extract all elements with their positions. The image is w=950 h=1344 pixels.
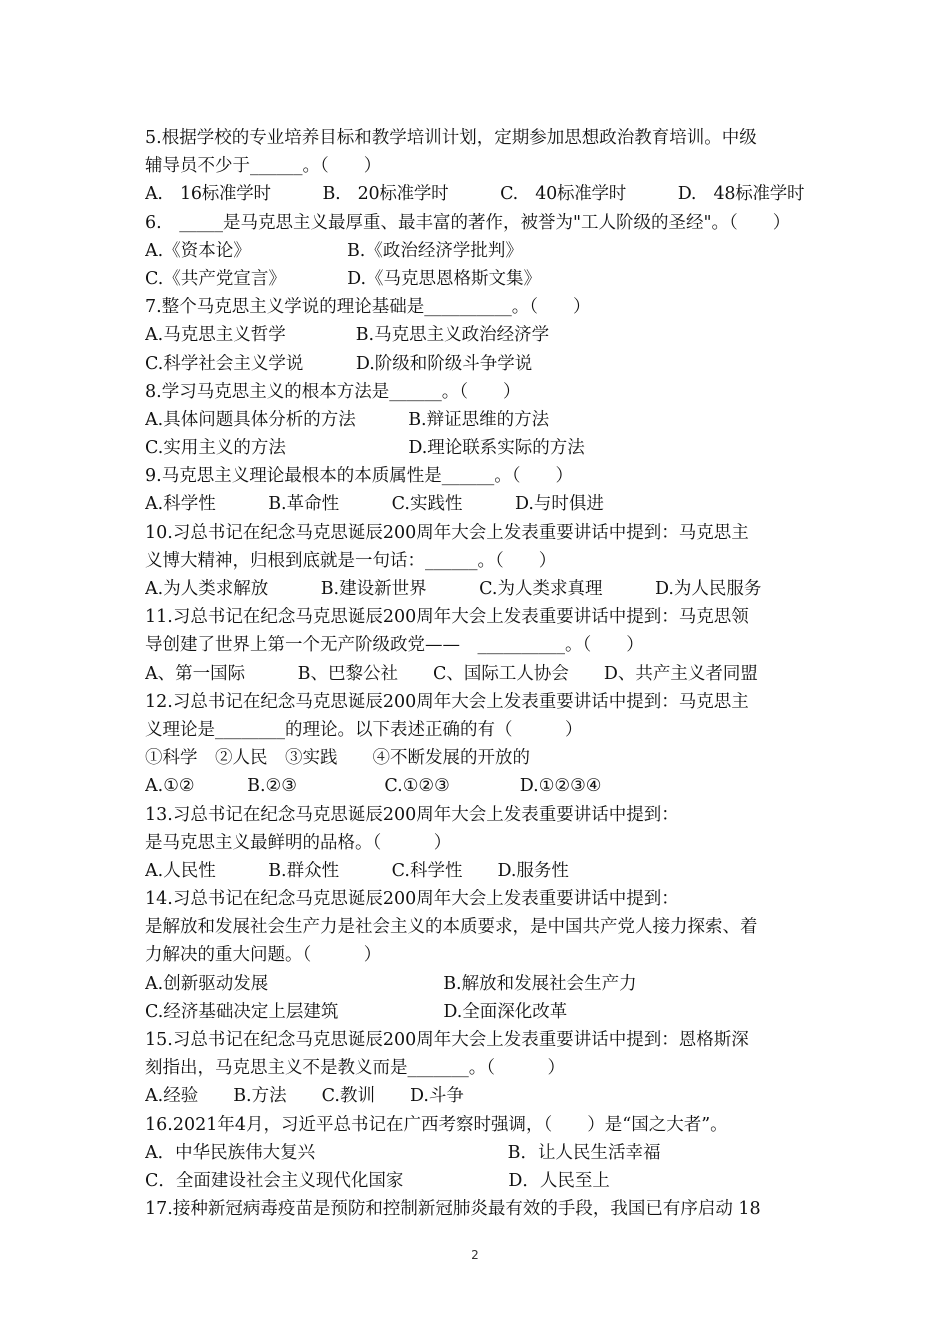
page-number: 2	[471, 1248, 479, 1262]
question-list	[145, 124, 815, 1223]
text-line: A.①② B.②③ C.①②③ D.①②③④	[145, 776, 602, 797]
text-line: A.具体问题具体分析的方法 B.辩证思维的方法	[145, 409, 550, 430]
text-line: ①科学 ②人民 ③实践 ④不断发展的开放的	[145, 748, 530, 769]
text-line: A.为人类求解放 B.建设新世界 C.为人类求真理 D.为人民服务	[145, 579, 762, 599]
text-line: 11.习总书记在纪念马克思诞辰200周年大会上发表重要讲话中提到：马克思领	[145, 607, 749, 628]
text-line: C．全面建设社会主义现代化国家 D．人民至上	[145, 1170, 610, 1191]
text-line: 辅导员不少于______。（ ）	[145, 156, 382, 177]
text-line: A、第一国际 B、巴黎公社 C、国际工人协会 D、共产主义者同盟	[145, 663, 758, 684]
text-line: A.科学性 B.革命性 C.实践性 D.与时俱进	[145, 494, 604, 515]
text-line: 是解放和发展社会生产力是社会主义的本质要求，是中国共产党人接力探索、着	[145, 917, 758, 938]
text-line: A.经验 B.方法 C.教训 D.斗争	[145, 1086, 464, 1107]
text-line: A.马克思主义哲学 B.马克思主义政治经济学	[145, 325, 550, 346]
text-line: 6. _____是马克思主义最厚重、最丰富的著作，被誉为"工人阶级的圣经"。（ ）	[145, 212, 791, 233]
text-line: A.《资本论》 B.《政治经济学批判》	[145, 240, 523, 261]
text-line: 义博大精神，归根到底就是一句话：______。（ ）	[145, 550, 557, 571]
text-line: 8.学习马克思主义的根本方法是______。（ ）	[145, 381, 521, 402]
text-line: 7.整个马克思主义学说的理论基础是__________。（ ）	[145, 297, 591, 318]
text-line: 义理论是________的理论。以下表述正确的有（ ）	[145, 719, 583, 740]
text-line: 10.习总书记在纪念马克思诞辰200周年大会上发表重要讲话中提到：马克思主	[145, 522, 749, 543]
text-line: 16.2021年4月，习近平总书记在广西考察时强调，（ ）是“国之大者”。	[145, 1114, 728, 1135]
text-line: A. 16标准学时 B. 20标准学时 C. 40标准学时 D. 48标准学时	[145, 184, 805, 205]
text-line: 刻指出，马克思主义不是教义而是_______。（ ）	[145, 1058, 565, 1079]
text-line: 15.习总书记在纪念马克思诞辰200周年大会上发表重要讲话中提到：恩格斯深	[145, 1030, 749, 1050]
text-line: A．中华民族伟大复兴 B．让人民生活幸福	[145, 1142, 661, 1163]
text-line: 13.习总书记在纪念马克思诞辰200周年大会上发表重要讲话中提到：	[145, 804, 679, 825]
text-line: 导创建了世界上第一个无产阶级政党—— __________。（ ）	[145, 635, 644, 656]
text-line: 12.习总书记在纪念马克思诞辰200周年大会上发表重要讲话中提到：马克思主	[145, 691, 749, 712]
text-line: A.人民性 B.群众性 C.科学性 D.服务性	[145, 860, 569, 881]
text-line: A.创新驱动发展 B.解放和发展社会生产力	[145, 973, 637, 994]
text-line: 5.根据学校的专业培养目标和教学培训计划，定期参加思想政治教育培训。中级	[145, 128, 757, 148]
text-line: C.科学社会主义学说 D.阶级和阶级斗争学说	[145, 353, 533, 374]
text-line: C.经济基础决定上层建筑 D.全面深化改革	[145, 1001, 568, 1022]
text-line: C.《共产党宣言》 D.《马克思恩格斯文集》	[145, 268, 542, 289]
text-line: 力解决的重大问题。（ ）	[145, 945, 382, 966]
text-line: 14.习总书记在纪念马克思诞辰200周年大会上发表重要讲话中提到：	[145, 889, 679, 910]
text-line: 17.接种新冠病毒疫苗是预防和控制新冠肺炎最有效的手段，我国已有序启动 18	[145, 1199, 761, 1220]
text-line: 9.马克思主义理论最根本的本质属性是______。（ ）	[145, 466, 573, 487]
text-line: C.实用主义的方法 D.理论联系实际的方法	[145, 438, 585, 459]
text-line: 是马克思主义最鲜明的品格。（ ）	[145, 832, 452, 853]
